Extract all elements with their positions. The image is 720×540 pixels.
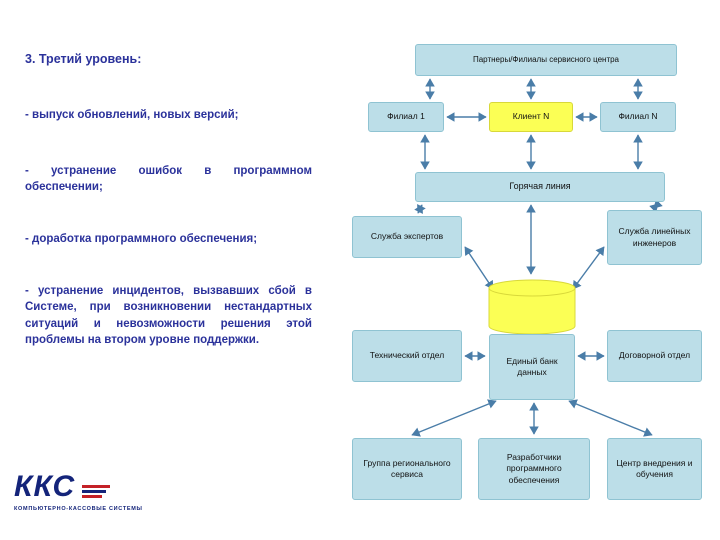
bullet-item: - выпуск обновлений, новых версий; [25, 109, 239, 121]
node-technical-dept: Технический отдел [352, 330, 462, 382]
node-hotline: Горячая линия [415, 172, 665, 202]
node-branch-1: Филиал 1 [368, 102, 444, 132]
node-line-engineers-service: Служба линейных инженеров [607, 210, 702, 265]
node-software-developers: Разработчики программного обеспечения [478, 438, 590, 500]
logo-acronym: ККС [14, 470, 76, 503]
node-expert-service: Служба экспертов [352, 216, 462, 258]
node-client-n: Клиент N [489, 102, 573, 132]
bullet-item: - устранение инцидентов, вызвавших сбой в Системе, при возникновении нестандартных ситуаций и невозможности решения этой проблемы на втором уровне поддержки. [25, 285, 312, 346]
node-contract-dept: Договорной отдел [607, 330, 702, 382]
node-regional-service-group: Группа регионального сервиса [352, 438, 462, 500]
database-cylinder-icon [486, 278, 578, 336]
node-branch-n: Филиал N [600, 102, 676, 132]
bullet-item: - устранение ошибок в программном обеспечении; [25, 165, 312, 194]
page-title: 3. Третий уровень: [25, 52, 142, 66]
bullet-item: - доработка программного обеспечения; [25, 233, 258, 245]
logo-caption: КОМПЬЮТЕРНО-КАССОВЫЕ СИСТЕМЫ [14, 506, 143, 512]
node-implementation-training-center: Центр внедрения и обучения [607, 438, 702, 500]
node-partners-branches: Партнеры/Филиалы сервисного центра [415, 44, 677, 76]
node-unified-data-bank: Единый банк данных [489, 334, 575, 400]
